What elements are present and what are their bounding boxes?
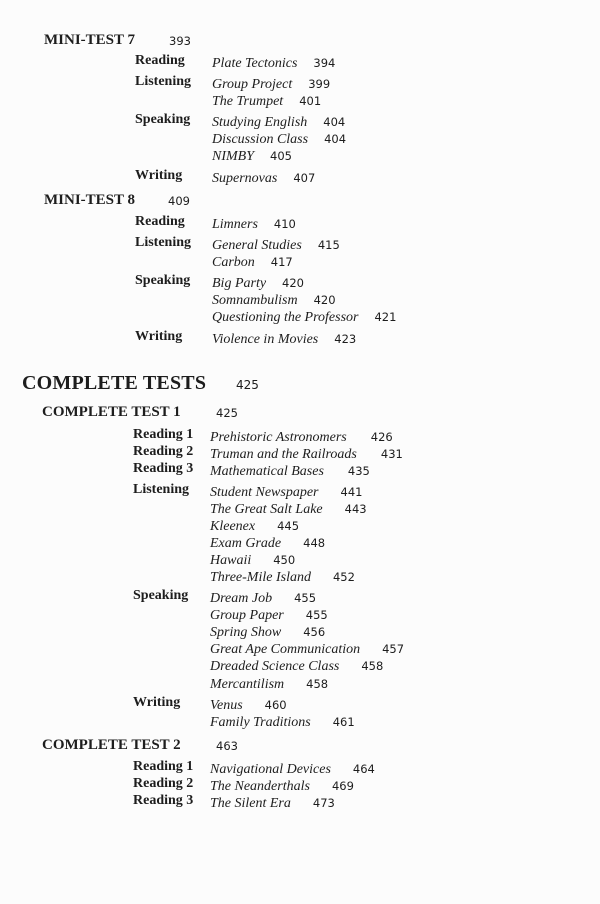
entry-page: 404 <box>324 132 347 146</box>
entry-page: 455 <box>305 608 328 622</box>
entry-page: 473 <box>312 796 335 810</box>
section-label-reading: Reading <box>135 53 185 68</box>
toc-entry <box>212 291 336 309</box>
entry-title: General Studies <box>212 238 302 253</box>
entry-page: 426 <box>370 430 393 444</box>
entry-page: 420 <box>282 276 304 290</box>
entry-title: Great Ape Communication <box>210 642 361 657</box>
entry-title: Plate Tectonics <box>212 56 298 71</box>
section-label-speaking: Speaking <box>133 588 189 603</box>
toc-entry <box>210 534 325 552</box>
toc-entry <box>212 147 292 165</box>
section-label-reading-1: Reading 1 <box>133 759 194 774</box>
entry-title: Family Traditions <box>210 715 311 730</box>
entry-page: 405 <box>270 149 292 163</box>
entry-page: 448 <box>303 536 326 550</box>
entry-page: 457 <box>382 642 405 656</box>
toc-entry <box>212 130 346 148</box>
section-label-writing: Writing <box>133 695 181 710</box>
entry-page: 407 <box>293 171 316 185</box>
toc-entry <box>210 568 355 586</box>
toc-entry <box>212 92 321 110</box>
toc-entry <box>210 483 362 501</box>
entry-page: 456 <box>303 625 326 639</box>
section-label-reading-2: Reading 2 <box>133 444 194 459</box>
entry-title: Spring Show <box>210 625 282 640</box>
section-label-reading-3: Reading 3 <box>133 793 194 808</box>
entry-page: 441 <box>340 485 363 499</box>
toc-entry <box>210 517 299 535</box>
entry-page: 417 <box>270 255 293 269</box>
entry-title: Truman and the Railroads <box>210 447 357 462</box>
toc-entry <box>210 794 335 812</box>
section-label-writing: Writing <box>135 329 183 344</box>
toc-entry <box>210 640 404 658</box>
entry-title: Mercantilism <box>210 677 285 692</box>
entry-title: Prehistoric Astronomers <box>210 430 347 445</box>
section-label-reading-3: Reading 3 <box>133 461 194 476</box>
entry-page: 469 <box>331 779 354 793</box>
entry-page: 464 <box>352 762 375 776</box>
entry-page: 458 <box>361 659 384 673</box>
toc-entry <box>212 215 296 233</box>
toc-entry <box>210 696 287 714</box>
toc-entry <box>210 713 355 731</box>
entry-title: The Great Salt Lake <box>210 502 323 517</box>
entry-page: 423 <box>334 332 357 346</box>
entry-title: Hawaii <box>210 553 252 568</box>
section-label-listening: Listening <box>133 482 190 497</box>
toc-entry <box>212 113 345 131</box>
entry-page: 410 <box>273 217 296 231</box>
toc-entry <box>210 623 325 641</box>
section-label-reading: Reading <box>135 214 185 229</box>
toc-entry <box>212 308 396 326</box>
section-label-reading-2: Reading 2 <box>133 776 194 791</box>
entry-page: 415 <box>317 238 340 252</box>
test-page-number: 409 <box>168 194 190 208</box>
entry-title: Exam Grade <box>210 536 282 551</box>
entry-title: Dreaded Science Class <box>210 659 340 674</box>
entry-title: Discussion Class <box>212 132 309 147</box>
entry-title: NIMBY <box>212 149 254 164</box>
entry-title: Venus <box>210 698 243 713</box>
entry-title: Dream Job <box>210 591 273 606</box>
section-label-writing: Writing <box>135 168 183 183</box>
entry-title: Somnambulism <box>212 293 298 308</box>
entry-page: 399 <box>308 77 331 91</box>
toc-entry <box>212 330 356 348</box>
toc-entry <box>210 551 295 569</box>
entry-page: 421 <box>374 310 397 324</box>
toc-entry <box>212 75 330 93</box>
entry-page: 461 <box>332 715 355 729</box>
toc-entry <box>212 253 293 271</box>
toc-entry <box>212 236 340 254</box>
toc-entry <box>210 675 328 693</box>
toc-entry <box>210 589 316 607</box>
entry-title: Carbon <box>212 255 255 270</box>
complete-tests-heading: COMPLETE TESTS <box>22 372 207 394</box>
toc-entry <box>210 760 375 778</box>
entry-title: Navigational Devices <box>210 762 331 777</box>
entry-page: 455 <box>294 591 317 605</box>
entry-title: Big Party <box>212 276 267 291</box>
entry-title: Questioning the Professor <box>212 310 359 325</box>
entry-page: 420 <box>313 293 336 307</box>
entry-page: 404 <box>323 115 346 129</box>
entry-page: 431 <box>380 447 403 461</box>
toc-entry <box>210 445 403 463</box>
entry-title: Supernovas <box>212 171 278 186</box>
entry-title: Studying English <box>212 115 308 130</box>
test-title: MINI-TEST 7 <box>44 32 135 48</box>
section-label-speaking: Speaking <box>135 112 191 127</box>
toc-entry <box>210 606 328 624</box>
entry-title: Violence in Movies <box>212 332 319 347</box>
toc-entry <box>212 54 335 72</box>
toc-entry <box>212 274 304 292</box>
entry-title: Group Project <box>212 77 293 92</box>
entry-page: 394 <box>313 56 336 70</box>
section-label-listening: Listening <box>135 74 192 89</box>
test-page-number: 393 <box>169 34 191 48</box>
entry-title: Kleenex <box>210 519 256 534</box>
entry-title: Three-Mile Island <box>210 570 311 585</box>
entry-page: 460 <box>264 698 287 712</box>
toc-entry <box>212 169 315 187</box>
toc-entry <box>210 462 370 480</box>
entry-title: Student Newspaper <box>210 485 319 500</box>
entry-page: 450 <box>273 553 296 567</box>
toc-entry <box>210 657 383 675</box>
section-label-speaking: Speaking <box>135 273 191 288</box>
toc-entry <box>210 428 393 446</box>
entry-title: The Neanderthals <box>210 779 310 794</box>
toc-entry <box>210 500 367 518</box>
test-title: COMPLETE TEST 2 <box>42 737 181 753</box>
entry-title: The Trumpet <box>212 94 284 109</box>
entry-title: Limners <box>212 217 258 232</box>
entry-page: 443 <box>344 502 367 516</box>
entry-page: 452 <box>332 570 355 584</box>
entry-page: 435 <box>347 464 370 478</box>
test-title: MINI-TEST 8 <box>44 192 135 208</box>
entry-page: 458 <box>306 677 329 691</box>
entry-page: 445 <box>277 519 300 533</box>
test-page-number: 463 <box>216 739 238 753</box>
section-label-listening: Listening <box>135 235 192 250</box>
entry-page: 401 <box>299 94 322 108</box>
section-label-reading-1: Reading 1 <box>133 427 194 442</box>
toc-entry <box>210 777 354 795</box>
entry-title: Mathematical Bases <box>210 464 324 479</box>
test-page-number: 425 <box>216 406 238 420</box>
entry-title: Group Paper <box>210 608 284 623</box>
entry-title: The Silent Era <box>210 796 291 811</box>
test-title: COMPLETE TEST 1 <box>42 404 181 420</box>
complete-tests-page: 425 <box>236 378 259 392</box>
